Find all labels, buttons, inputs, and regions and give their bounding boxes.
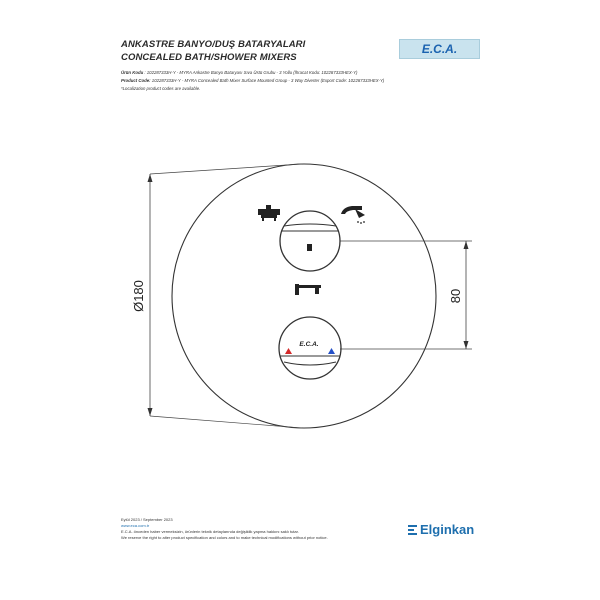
- footer-date: Eylül 2023 / September 2023: [121, 517, 173, 522]
- dim-label-spacing: 80: [448, 288, 463, 304]
- footer-rights-en: We reserve the right to alter product specification and colors and to make technical modifications without prior notice.: [121, 535, 328, 540]
- diverter-indicator: [307, 244, 312, 251]
- localization-note: *Localization product codes are available.: [121, 86, 201, 91]
- spout-icon: [295, 284, 321, 295]
- elginkan-logo: [408, 522, 474, 537]
- elginkan-mark-icon: [408, 525, 417, 535]
- footer-rights-tr: E.C.A. önceden haber vermeksizin, ürünlerin teknik detaylarında değişiklik yapma hakkını saklı tutar.: [121, 529, 299, 534]
- diverter-knob-top-arc: [284, 224, 336, 226]
- dim-arrow-lower: [464, 341, 469, 349]
- mixer-knob-bottom-arc: [284, 362, 336, 365]
- dim-arrow-top: [148, 174, 153, 182]
- shower-icon: [341, 206, 365, 224]
- footer-website[interactable]: www.eca.com.tr: [121, 523, 150, 528]
- bathtub-icon: [258, 205, 280, 221]
- elginkan-brand-text: Elginkan: [420, 522, 475, 537]
- dim-extension-top: [150, 164, 302, 174]
- product-code-en-label: Product Code:: [121, 78, 151, 83]
- dim-arrow-upper: [464, 241, 469, 249]
- hot-indicator-icon: [285, 348, 292, 354]
- product-code-tr-text: : 102287333H-Y - MYRA Ankastre Banyo Bataryası Sıva Üstü Grubu - 3 Yollu (İhracat Kodu: 102287333HEX-Y): [143, 70, 358, 75]
- dim-extension-bottom: [150, 416, 302, 428]
- mixer-knob: [279, 317, 341, 379]
- dim-arrow-bottom: [148, 408, 153, 416]
- title-english: CONCEALED BATH/SHOWER MIXERS: [121, 52, 297, 63]
- mixer-knob-logo: E.C.A.: [299, 341, 319, 348]
- cover-plate-outline: [172, 164, 436, 428]
- dim-label-diameter: Ø180: [131, 280, 146, 312]
- title-turkish: ANKASTRE BANYO/DUŞ BATARYALARI: [121, 39, 306, 50]
- product-code-tr-label: Ürün Kodu: [121, 70, 144, 75]
- eca-logo: E.C.A.: [399, 39, 480, 59]
- diverter-knob: [280, 211, 340, 271]
- product-code-en-text: 102287333H-Y - MYRA Concealed Bath Mixer Surface Mounted Group - 3 Way Diverter (Export Code: 102287333HEX-Y): [150, 78, 385, 83]
- cold-indicator-icon: [328, 348, 335, 354]
